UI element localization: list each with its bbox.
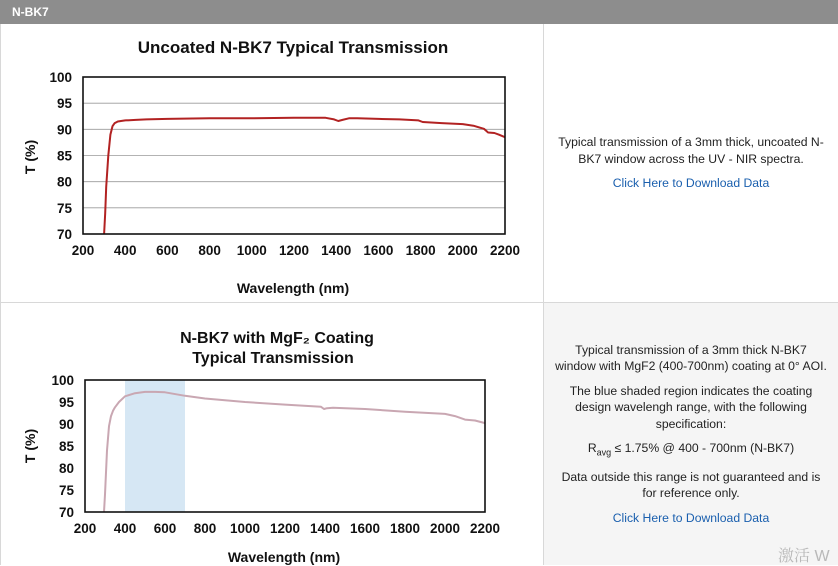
x-tick-label: 800: [198, 243, 221, 258]
spec-subscript: avg: [596, 447, 612, 458]
description-text: Typical transmission of a 3mm thick, uncoated N-BK7 window across the UV - NIR spectra.: [558, 135, 824, 166]
y-tick-label: 85: [58, 439, 74, 454]
x-tick-label: 1800: [389, 521, 421, 536]
description-text: Typical transmission of a 3mm thick N-BK7 window with MgF2 (400-700nm) coating at 0° AOI.: [555, 342, 827, 374]
x-tick-label: 400: [113, 243, 137, 258]
watermark-text: 激活 W: [778, 548, 830, 565]
y-tick-label: 70: [58, 505, 74, 520]
uncoated-transmission-chart: [1, 24, 545, 303]
y-tick-label: 100: [49, 70, 72, 85]
y-tick-label: 70: [56, 227, 72, 242]
chart-cell: [0, 24, 544, 302]
x-tick-label: 2200: [489, 243, 521, 258]
y-tick-label: 90: [58, 417, 74, 432]
x-axis-label: Wavelength (nm): [236, 280, 350, 296]
y-axis-label: T (%): [22, 428, 38, 464]
y-tick-label: 100: [51, 373, 74, 388]
y-tick-label: 90: [56, 122, 72, 138]
x-tick-label: 400: [113, 521, 137, 536]
x-tick-label: 2000: [447, 243, 478, 258]
y-tick-label: 80: [58, 461, 74, 476]
x-tick-label: 1000: [236, 243, 267, 258]
table-row: [0, 303, 838, 565]
chart-title: N-BK7 with MgF₂ Coating: [180, 330, 374, 347]
chart-cell: [0, 303, 544, 565]
x-tick-label: 200: [71, 243, 95, 258]
x-axis-label: Wavelength (nm): [227, 549, 341, 565]
series-line: [104, 118, 505, 234]
download-data-link[interactable]: Click Here to Download Data: [612, 176, 770, 191]
y-tick-label: 80: [56, 174, 72, 190]
chart-title: Uncoated N-BK7 Typical Transmission: [137, 38, 449, 57]
x-tick-label: 600: [153, 521, 177, 536]
x-tick-label: 1400: [321, 243, 352, 258]
x-tick-label: 2200: [469, 521, 501, 536]
y-tick-label: 85: [56, 148, 72, 164]
y-tick-label: 95: [58, 395, 74, 410]
description-cell: [544, 303, 838, 565]
x-tick-label: 1200: [278, 243, 310, 258]
y-tick-label: 75: [56, 200, 72, 216]
x-tick-label: 1600: [349, 521, 381, 536]
x-tick-label: 800: [193, 521, 217, 536]
x-tick-label: 200: [73, 521, 97, 536]
coating-range-region: [125, 380, 185, 512]
x-tick-label: 2000: [429, 521, 461, 536]
section-title: N-BK7: [12, 5, 49, 19]
x-tick-label: 1800: [405, 243, 436, 258]
description-cell: [544, 24, 838, 302]
y-tick-label: 95: [56, 96, 72, 112]
section-header: [0, 0, 838, 24]
description-text: The blue shaded region indicates the coating design wavelengh range, with the following specification:: [569, 383, 813, 431]
download-data-link[interactable]: Click Here to Download Data: [612, 510, 770, 525]
description-text: Data outside this range is not guaranteed and is for reference only.: [561, 469, 821, 501]
x-tick-label: 600: [156, 243, 179, 258]
table-row: [0, 24, 838, 303]
x-tick-label: 1000: [229, 521, 261, 536]
spec-value: ≤ 1.75% @ 400 - 700nm (N-BK7): [611, 441, 795, 456]
mgf2-transmission-chart: [1, 303, 545, 565]
coating-spec: [588, 440, 794, 461]
x-tick-label: 1200: [269, 521, 301, 536]
y-tick-label: 75: [58, 483, 74, 498]
y-axis-label: T (%): [22, 139, 38, 175]
chart-subtitle: Typical Transmission: [192, 350, 354, 367]
spec-symbol: R: [587, 441, 597, 456]
x-tick-label: 1600: [363, 243, 394, 258]
x-tick-label: 1400: [309, 521, 341, 536]
